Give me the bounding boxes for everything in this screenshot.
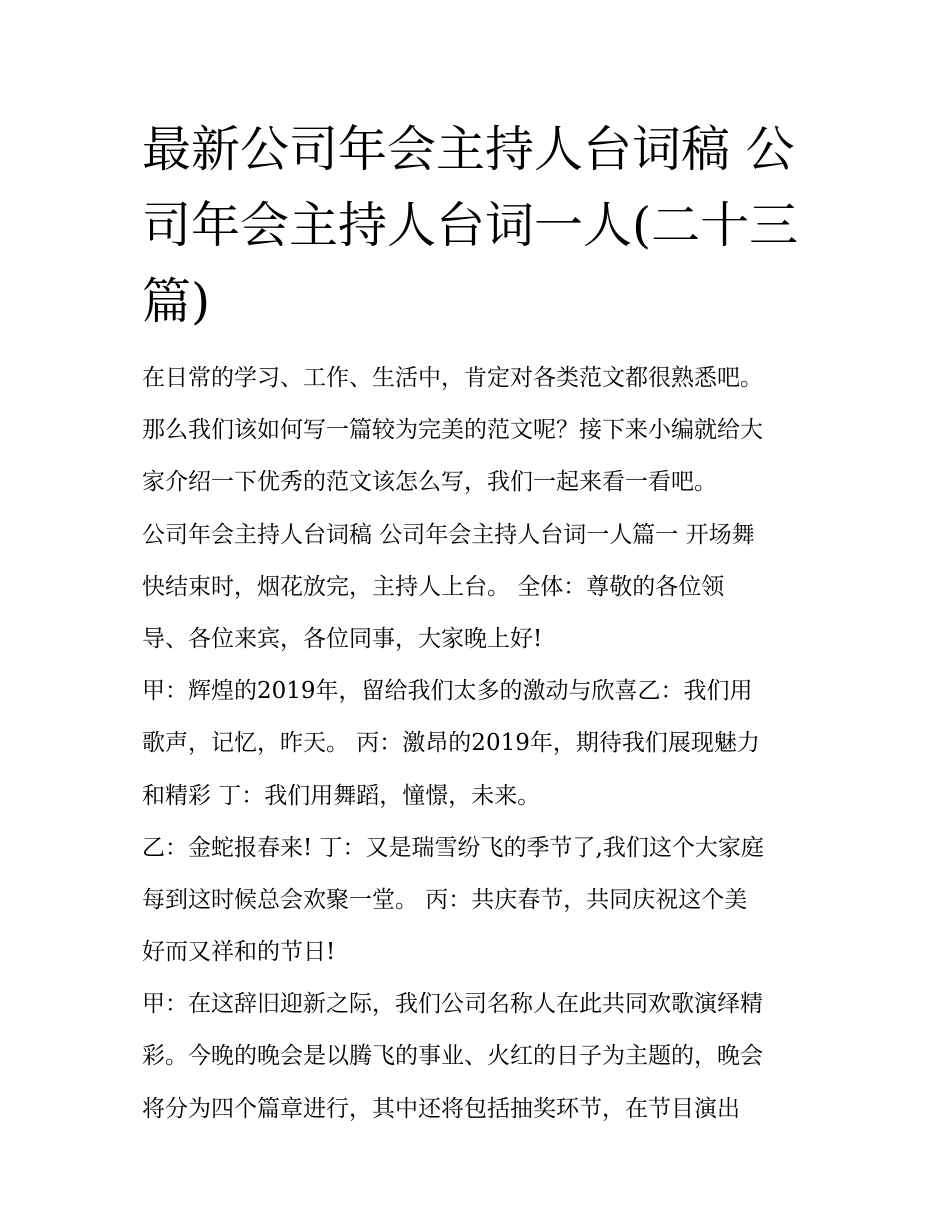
title-line: 最新公司年会主持人台词稿 公 <box>142 121 795 178</box>
body-line: 导、各位来宾，各位同事，大家晚上好! <box>142 625 543 652</box>
body-line: 家介绍一下优秀的范文该怎么写，我们一起来看一看吧。 <box>142 469 717 496</box>
document-title <box>142 112 822 340</box>
body-line: 那么我们该如何写一篇较为完美的范文呢？接下来小编就给大 <box>142 417 763 444</box>
body-line: 公司年会主持人台词稿 公司年会主持人台词一人篇一 开场舞 <box>142 521 755 548</box>
body-line: 彩。今晚的晚会是以腾飞的事业、火红的日子为主题的，晚会 <box>142 1043 763 1070</box>
title-line: 篇) <box>142 273 211 330</box>
body-line: 快结束时，烟花放完，主持人上台。 全体：尊敬的各位领 <box>142 573 725 600</box>
document-body <box>142 352 832 1135</box>
title-line: 司年会主持人台词一人(二十三 <box>142 197 799 254</box>
body-line: 甲：辉煌的2019年，留给我们太多的激动与欣喜乙：我们用 <box>142 678 753 705</box>
body-line: 和精彩 丁：我们用舞蹈，憧憬，未来。 <box>142 782 541 809</box>
body-line: 好而又祥和的节日! <box>142 939 336 966</box>
body-line: 乙：金蛇报春来! 丁：又是瑞雪纷飞的季节了,我们这个大家庭 <box>142 834 764 861</box>
body-line: 在日常的学习、工作、生活中，肯定对各类范文都很熟悉吧。 <box>142 365 763 391</box>
body-line: 歌声，记忆，昨天。 丙：激昂的2019年，期待我们展现魅力 <box>142 730 760 757</box>
body-line: 将分为四个篇章进行，其中还将包括抽奖环节，在节目演出 <box>142 1095 740 1122</box>
body-line: 甲：在这辞旧迎新之际，我们公司名称人在此共同欢歌演绎精 <box>142 991 763 1018</box>
body-line: 每到这时候总会欢聚一堂。 丙：共庆春节，共同庆祝这个美 <box>142 886 748 913</box>
